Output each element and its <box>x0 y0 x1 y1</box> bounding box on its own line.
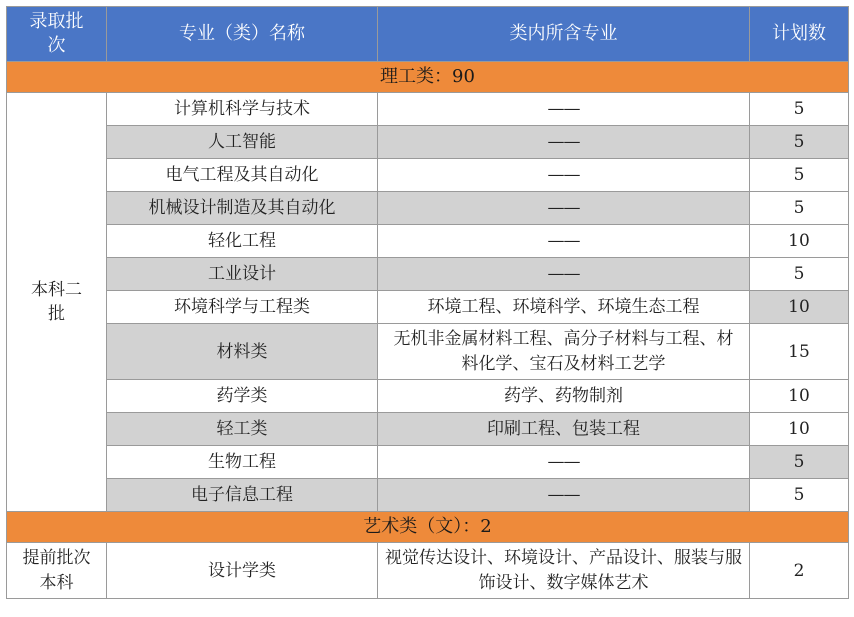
major-name: 材料类 <box>107 324 378 380</box>
table-row <box>7 380 849 413</box>
major-name: 机械设计制造及其自动化 <box>107 192 378 225</box>
major-name: 电子信息工程 <box>107 479 378 512</box>
plan-count: 10 <box>750 380 849 413</box>
major-name: 人工智能 <box>107 126 378 159</box>
table-row <box>7 258 849 291</box>
sub-majors: —— <box>378 479 750 512</box>
major-name: 设计学类 <box>107 543 378 599</box>
plan-count: 10 <box>750 291 849 324</box>
table-header-row <box>7 7 849 62</box>
major-name: 轻化工程 <box>107 225 378 258</box>
major-name: 电气工程及其自动化 <box>107 159 378 192</box>
table-row <box>7 126 849 159</box>
table-row <box>7 291 849 324</box>
major-name: 计算机科学与技术 <box>107 93 378 126</box>
table-row <box>7 159 849 192</box>
table-row <box>7 479 849 512</box>
table-row <box>7 192 849 225</box>
major-name: 生物工程 <box>107 446 378 479</box>
sub-majors: 印刷工程、包装工程 <box>378 413 750 446</box>
sub-majors: —— <box>378 126 750 159</box>
plan-count: 5 <box>750 126 849 159</box>
table-row <box>7 446 849 479</box>
plan-count: 5 <box>750 159 849 192</box>
batch-cell: 提前批次本科 <box>7 543 107 599</box>
table-row <box>7 413 849 446</box>
plan-count: 10 <box>750 413 849 446</box>
header-major: 专业（类）名称 <box>107 7 378 62</box>
section-title: 理工类：90 <box>7 62 849 93</box>
plan-count: 15 <box>750 324 849 380</box>
sub-majors: 无机非金属材料工程、高分子材料与工程、材料化学、宝石及材料工艺学 <box>378 324 750 380</box>
table-row <box>7 543 849 599</box>
table-row <box>7 324 849 380</box>
plan-count: 5 <box>750 192 849 225</box>
sub-majors: —— <box>378 258 750 291</box>
batch-cell: 本科二批 <box>7 93 107 512</box>
major-name: 工业设计 <box>107 258 378 291</box>
sub-majors: —— <box>378 159 750 192</box>
major-name: 药学类 <box>107 380 378 413</box>
sub-majors: —— <box>378 225 750 258</box>
section-row-science <box>7 62 849 93</box>
plan-count: 5 <box>750 446 849 479</box>
section-row-art <box>7 512 849 543</box>
plan-count: 10 <box>750 225 849 258</box>
section-title: 艺术类（文）：2 <box>7 512 849 543</box>
major-name: 轻工类 <box>107 413 378 446</box>
header-batch: 录取批次 <box>7 7 107 62</box>
sub-majors: 视觉传达设计、环境设计、产品设计、服装与服饰设计、数字媒体艺术 <box>378 543 750 599</box>
table-row <box>7 93 849 126</box>
plan-count: 5 <box>750 479 849 512</box>
plan-count: 2 <box>750 543 849 599</box>
sub-majors: —— <box>378 192 750 225</box>
header-count: 计划数 <box>750 7 849 62</box>
header-subs: 类内所含专业 <box>378 7 750 62</box>
plan-count: 5 <box>750 93 849 126</box>
enrollment-plan-table <box>6 6 849 599</box>
sub-majors: 药学、药物制剂 <box>378 380 750 413</box>
sub-majors: —— <box>378 93 750 126</box>
table-row <box>7 225 849 258</box>
plan-count: 5 <box>750 258 849 291</box>
sub-majors: 环境工程、环境科学、环境生态工程 <box>378 291 750 324</box>
major-name: 环境科学与工程类 <box>107 291 378 324</box>
sub-majors: —— <box>378 446 750 479</box>
